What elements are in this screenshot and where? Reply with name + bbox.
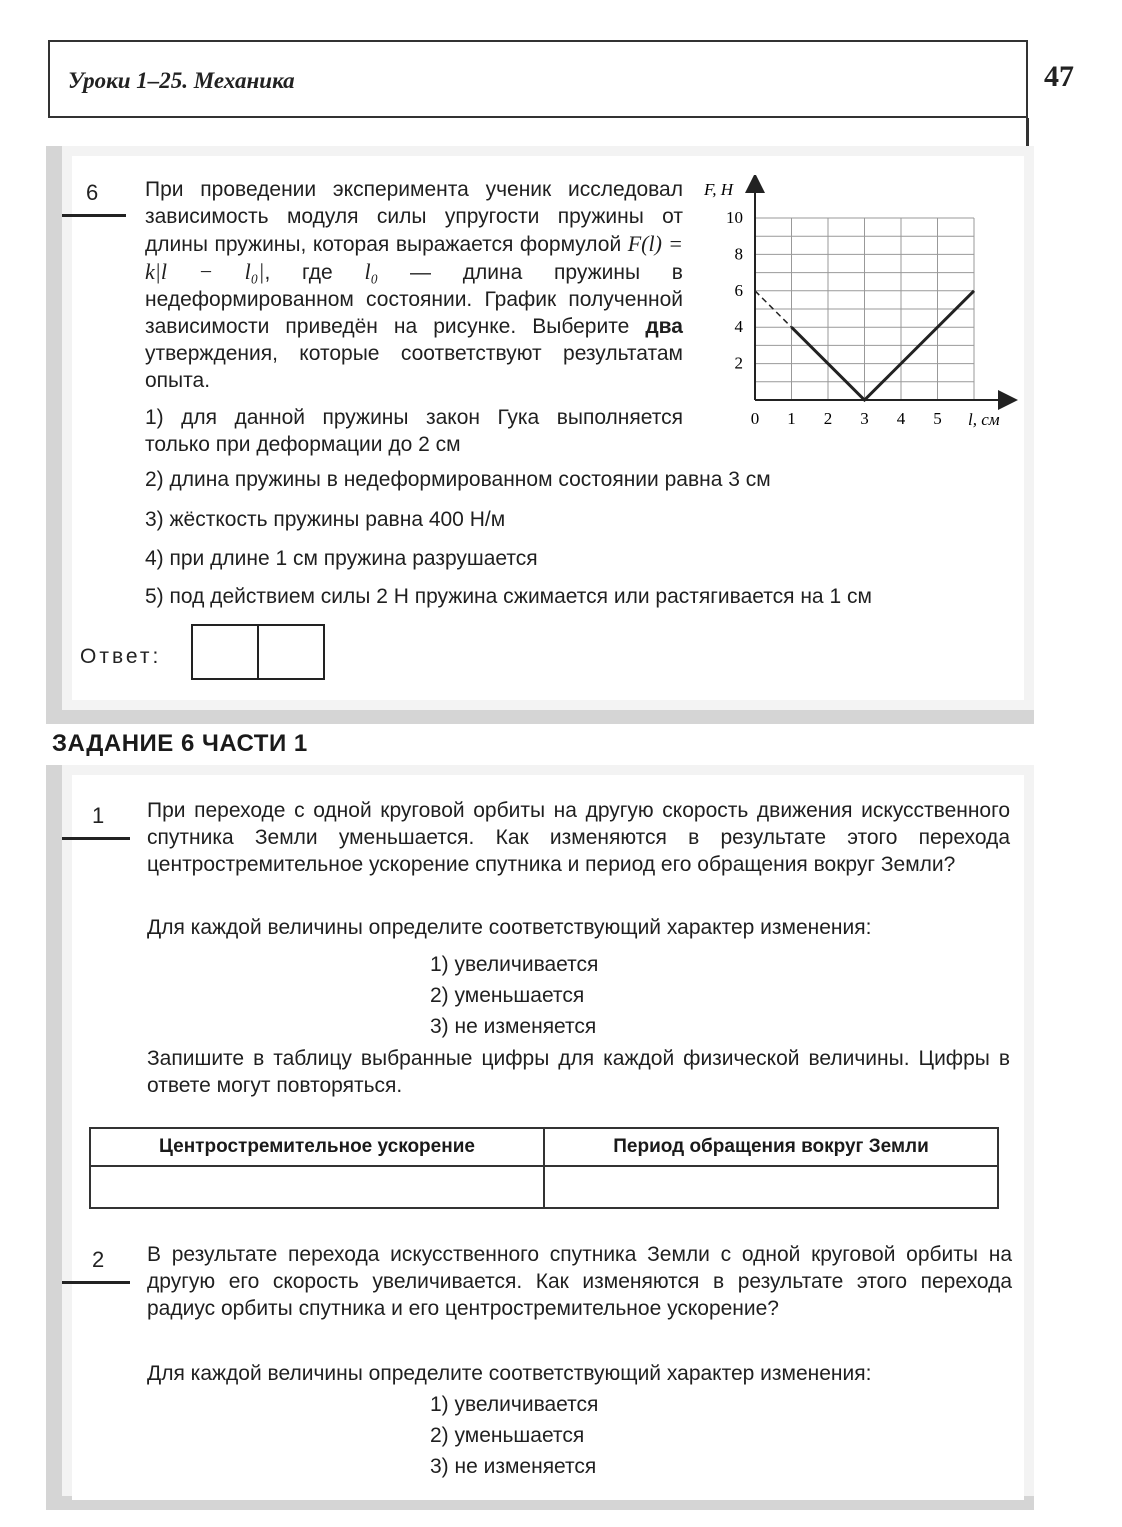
q1-number: 1 — [92, 803, 105, 828]
q1-text: При переходе с одной круговой орбиты на другую скорость движения искусственного спутника Земли уменьшается. Как изменяются в результате этого перехода центростремительное ускорение спутника и период его обращения вокруг Земли? — [147, 799, 1010, 876]
q1-choice-3: 3) не изменяется — [430, 1015, 597, 1038]
y-tick-label: 10 — [726, 208, 743, 227]
q2-number: 2 — [92, 1247, 105, 1272]
task6-option-5: 5) под действием силы 2 Н пружина сжимается или растягивается на 1 см — [145, 585, 872, 608]
q1-table-header-2: Период обращения вокруг Земли — [544, 1128, 998, 1166]
q1-table-instruction: Запишите в таблицу выбранные цифры для каждой физической величины. Цифры в ответе могут повторяться. — [147, 1047, 1010, 1097]
q1-number-dash — [62, 837, 130, 840]
x-tick-label: 2 — [823, 409, 833, 428]
y-tick-label: 8 — [734, 244, 743, 264]
q2-text: В результате перехода искусственного спутника Земли с одной круговой орбиты на другую его скорость увеличивается. Как изменяются в результате этого перехода радиус орбиты спутника и его центростремительное ускорение? — [147, 1243, 1012, 1320]
task6-option-4: 4) при длине 1 см пружина разрушается — [145, 547, 538, 570]
task6-option-2: 2) длина пружины в недеформированном состоянии равна 3 см — [145, 468, 771, 491]
q2-choice-2: 2) уменьшается — [430, 1424, 585, 1447]
answer-boxes — [191, 624, 325, 680]
q1-instruction: Для каждой величины определите соответствующий характер изменения: — [147, 916, 872, 939]
task6-number-dash — [62, 214, 126, 217]
x-tick-label: 3 — [860, 409, 869, 428]
task6-text-before-formula: При проведении эксперимента ученик исследовал зависимость модуля силы упругости пружины от длины пружины, которая выражается формулой — [145, 178, 683, 256]
x-tick-label: 5 — [933, 409, 942, 428]
y-tick-label: 2 — [734, 353, 743, 373]
task6-number: 6 — [86, 180, 99, 205]
task6-l0-symbol: l₀ — [364, 259, 379, 284]
header-divider — [1026, 118, 1029, 146]
task6-text-after-l0: — длина пружины в недеформированном состоянии. График полученной зависимости приведён на рисунке. Выберите — [145, 261, 683, 338]
q1-answer-table — [89, 1127, 999, 1209]
q2-instruction: Для каждой величины определите соответствующий характер изменения: — [147, 1362, 872, 1385]
task6-option-3: 3) жёсткость пружины равна 400 Н/м — [145, 508, 506, 531]
header-title: Уроки 1–25. Механика — [68, 68, 295, 93]
y-tick-label: 4 — [734, 317, 743, 337]
x-axis-label: l, см — [968, 410, 1000, 429]
task6-option-1: 1) для данной пружины закон Гука выполняется только при деформации до 2 см — [145, 406, 683, 456]
q1-table-header-1: Центростремительное ускорение — [90, 1128, 544, 1166]
q2-choice-3: 3) не изменяется — [430, 1455, 597, 1478]
task6-formula: F(l) = k|l − l₀| — [145, 231, 683, 284]
y-tick-label: 6 — [734, 280, 743, 300]
page-number: 47 — [1044, 60, 1074, 93]
q1-choice-2: 2) уменьшается — [430, 984, 585, 1007]
x-tick-label: 0 — [750, 409, 760, 428]
q2-choice-1: 1) увеличивается — [430, 1393, 599, 1416]
q1-table-answer-1[interactable] — [90, 1166, 544, 1208]
section-title: ЗАДАНИЕ 6 ЧАСТИ 1 — [52, 730, 308, 757]
answer-cell-2[interactable] — [259, 626, 323, 678]
answer-label: Ответ: — [80, 645, 162, 668]
task6-bold-word: два — [645, 315, 683, 338]
task6-statement — [145, 176, 683, 394]
q1-choice-1: 1) увеличивается — [430, 953, 599, 976]
answer-cell-1[interactable] — [193, 626, 259, 678]
chart-grid — [755, 218, 974, 400]
force-length-chart — [700, 175, 1020, 435]
task6-text-end: утверждения, которые соответствуют результатам опыта. — [145, 342, 683, 392]
x-tick-label: 1 — [787, 409, 796, 428]
y-axis-label: F, Н — [704, 180, 733, 199]
q2-number-dash — [62, 1281, 130, 1284]
q1-table-answer-2[interactable] — [544, 1166, 998, 1208]
x-tick-label: 4 — [896, 409, 906, 428]
task6-text-mid: , где — [264, 261, 333, 284]
page-header — [48, 40, 1028, 118]
